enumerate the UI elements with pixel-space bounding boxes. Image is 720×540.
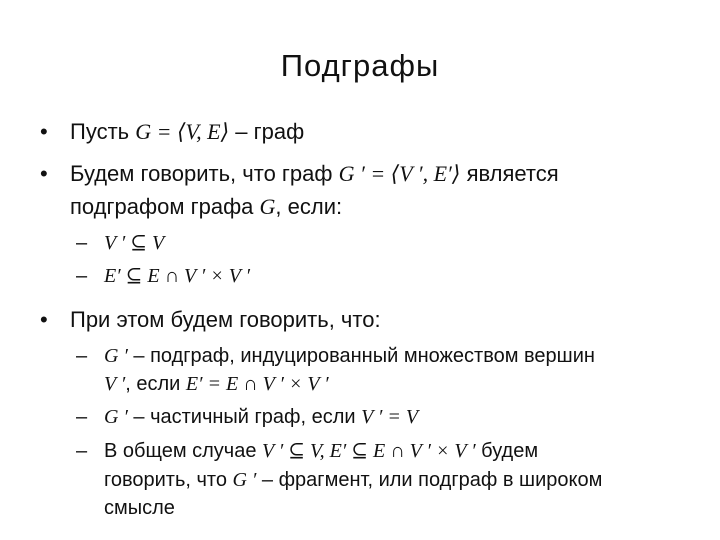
sub-5-line2-math: G ′ [232, 469, 257, 491]
sub-dash: – [76, 345, 88, 367]
bullet-3-text: При этом будем говорить, что: [70, 307, 381, 332]
bullet-2-line-2 [70, 193, 342, 221]
bullet-3 [70, 306, 381, 334]
sub-5-line3-text: смысле [104, 497, 175, 519]
bullet-dot: • [40, 307, 48, 332]
sub-dash: – [76, 265, 88, 287]
bullet-1 [70, 118, 304, 146]
sub-1 [104, 229, 164, 257]
sub-3-math-1: G ′ [104, 345, 128, 367]
bullet-1-text: Пусть [70, 119, 136, 144]
sub-4-text-1: – частичный граф, если [127, 406, 362, 428]
bullet-2-line2-tail: , если: [275, 194, 343, 219]
sub-5-line-2 [104, 466, 602, 494]
sub-4-math-2: V ′ = V [361, 406, 419, 428]
sub-4 [104, 403, 418, 431]
sub-5-line2-text-1: говорить, что [104, 469, 233, 491]
bullet-2-math: G ′ = ⟨V ′, E′⟩ [338, 161, 461, 186]
sub-dash: – [76, 406, 88, 428]
sub-1-math: V ′ ⊆ V [104, 232, 165, 254]
sub-dash: – [76, 232, 88, 254]
bullet-2-line-1 [70, 160, 559, 188]
bullet-2-line2-text: подграфом графа [70, 194, 260, 219]
sub-5-line-3 [104, 494, 175, 522]
sub-dash: – [76, 440, 88, 462]
sub-3-text-2: , если [125, 373, 186, 395]
bullet-1-tail: – граф [229, 119, 305, 144]
sub-2-math: E′ ⊆ E ∩ V ′ × V ′ [104, 265, 250, 287]
bullet-dot: • [40, 161, 48, 186]
sub-5-math-1: V ′ ⊆ V, E′ ⊆ E ∩ V ′ × V ′ [262, 440, 476, 462]
slide-title: Подграфы [280, 48, 440, 83]
sub-5-text-2: будем [475, 440, 539, 462]
bullet-dot: • [40, 119, 48, 144]
sub-5-line2-text-2: – фрагмент, или подграф в широком [256, 469, 603, 491]
sub-3-math-2: V ′ [104, 373, 126, 395]
sub-5-text-1: В общем случае [104, 440, 263, 462]
bullet-2-tail: является [460, 161, 559, 186]
bullet-2-text: Будем говорить, что граф [70, 161, 339, 186]
bullet-2-line2-math: G [259, 194, 276, 219]
sub-3-text-1: – подграф, индуцированный множеством вершин [127, 345, 595, 367]
sub-5-line-1 [104, 437, 538, 465]
bullet-1-math: G = ⟨V, E⟩ [135, 119, 230, 144]
sub-2 [104, 262, 250, 290]
sub-4-math-1: G ′ [104, 406, 128, 428]
sub-3-line-2 [104, 370, 329, 398]
sub-3-line-1 [104, 342, 595, 370]
sub-3-math-3: E′ = E ∩ V ′ × V ′ [185, 373, 329, 395]
